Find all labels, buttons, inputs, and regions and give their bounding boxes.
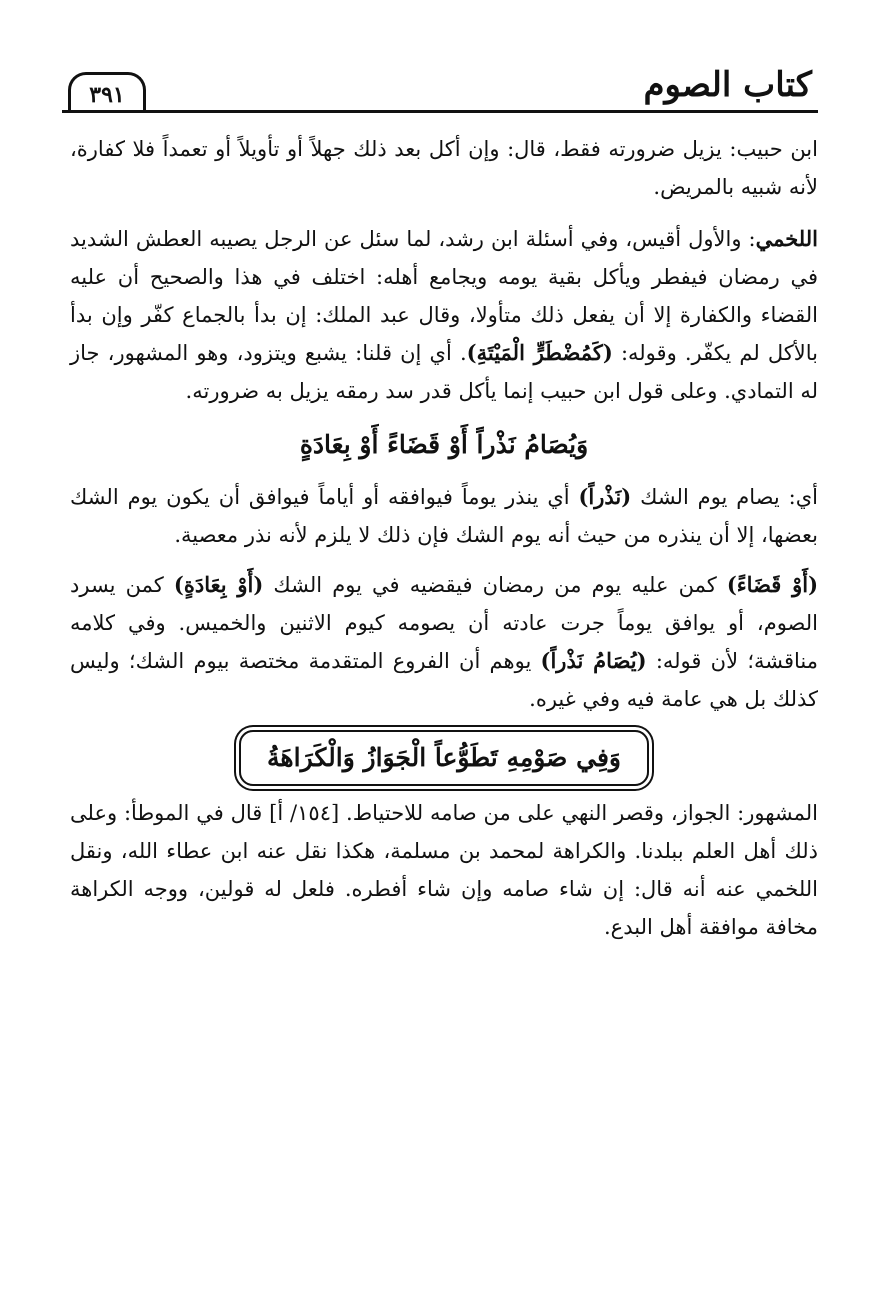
page-header [62,62,818,118]
book-title: كتاب الصوم [643,65,812,105]
scholar-name-lakhmi: اللخمي [755,226,818,251]
matn-quote: (يُصَامُ نَذْراً) [540,648,647,673]
paragraph-ibn-habib [70,130,818,206]
paragraph-text: ابن حبيب: يزيل ضرورته فقط، قال: وإن أكل بعد ذلك جهلاً أو تأويلاً أو تعمداً فلا كفارة، لأنه شبيه بالمريض. [70,137,818,199]
page-body [70,130,818,958]
paragraph-text: المشهور: الجواز، وقصر النهي على من صامه للاحتياط. [١٥٤/ أ] قال في الموطأ: وعلى ذلك أهل العلم ببلدنا. والكراهة لمحمد بن مسلمة، هكذا نقل عنه ابن عطاء الله، ونقل اللخمي عنه أنه قال: إن شاء صامه وإن شاء أفطره. فلعل له قولين، ووجه الكراهة مخافة موافقة أهل البدع. [70,801,818,939]
paragraph-lakhmi [70,220,818,410]
paragraph-qada [70,566,818,718]
matn-heading-2-wrap [70,730,818,786]
matn-quote: (نَذْراً) [578,484,632,509]
matn-quote: (أَوْ بِعَادَةٍ) [173,572,264,597]
paragraph-text: كمن يسرد الصوم، أو يوافق يوماً جرت عادته أن يصومه كيوم الاثنين والخميس. وفي كلامه مناقشة؛ لأن قوله: [70,573,819,673]
paragraph-shak-day [70,478,818,554]
paragraph-text: : والأول أقيس، وفي أسئلة ابن رشد، لما سئل عن الرجل يصيبه العطش الشديد في رمضان فيفطر ويأكل بقية يومه ويجامع أهله: اختلف في هذا والصحيح أن عليه القضاء والكفارة إلا أن يفعل ذلك متأولا، وقال عبد الملك: إن بدأ بالجماع كفّر وإن بدأ بالأكل لم يكفّر. وقوله: [70,227,818,365]
paragraph-text: أي ينذر يوماً فيوافقه أو أياماً فيوافق أن يكون يوم الشك بعضها، إلا أن ينذره من حيث أنه يوم الشك فإن ذلك لا يلزم لأنه نذر معصية. [70,485,818,547]
page-number: ٣٩١ [68,72,146,110]
paragraph-mashhur [70,794,818,946]
matn-quote: (أَوْ قَضَاءً) [726,572,819,597]
paragraph-text: أي: يصام يوم الشك [631,485,818,509]
paragraph-text: . أي إن قلنا: يشبع ويتزود، وهو المشهور، جاز له التمادي. وعلى قول ابن حبيب إنما يأكل قدر سد رمقه يزيل به ضرورته. [70,341,818,403]
matn-quote: (كَمُضْطَرٍّ الْمَيْتَةِ) [466,340,613,365]
matn-heading-1: وَيُصَامُ نَذْراً أَوْ قَضَاءً أَوْ بِعَادَةٍ [299,430,589,459]
paragraph-text: كمن عليه يوم من رمضان فيقضيه في يوم الشك [263,573,727,597]
header-rule [62,110,818,113]
matn-heading-2: وَفِي صَوْمِهِ تَطَوُّعاً الْجَوَازُ وَالْكَرَاهَةُ [239,730,649,786]
paragraph-text: يوهم أن الفروع المتقدمة مختصة بيوم الشك؛ وليس كذلك بل هي عامة فيه وفي غيره. [70,649,818,711]
